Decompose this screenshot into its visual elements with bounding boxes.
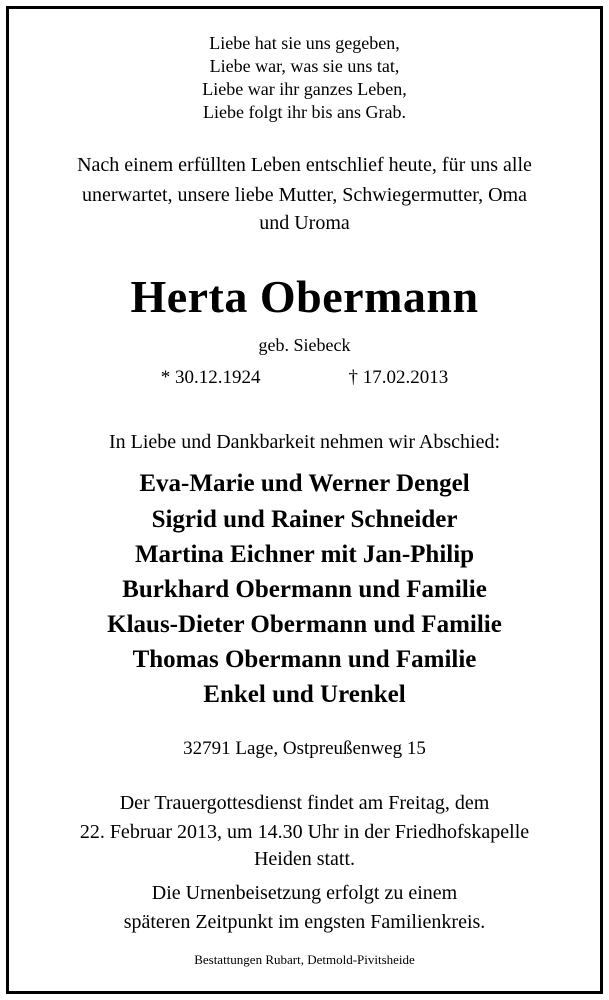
life-dates [9,367,600,389]
mourner: Klaus-Dieter Obermann und Familie [107,611,502,638]
poem-line: Liebe war ihr ganzes Leben, [202,79,407,99]
service-line: 22. Februar 2013, um 14.30 Uhr in der Friedhofskapelle [79,821,530,843]
burial-line: Die Urnenbeisetzung erfolgt zu einem [151,882,458,904]
poem-line: Liebe hat sie uns gegeben, [209,33,400,53]
mourner: Thomas Obermann und Familie [132,646,477,673]
poem-line: Liebe war, was sie uns tat, [209,56,400,76]
mourner: Sigrid und Rainer Schneider [151,506,458,533]
service-line: Der Trauergottesdienst findet am Freitag, dem [119,792,490,814]
mourner: Eva-Marie und Werner Dengel [139,470,470,497]
intro-line: unerwartet, unsere liebe Mutter, Schwiegermutter, Oma [82,184,527,206]
obituary-notice [6,6,603,994]
intro-line: Nach einem erfüllten Leben entschlief heute, für uns alle [77,154,532,176]
mourner: Martina Eichner mit Jan-Philip [134,541,475,568]
birth-date: * 30.12.1924 [160,367,261,388]
farewell-text: In Liebe und Dankbarkeit nehmen wir Abschied: [109,431,500,453]
death-date: † 17.02.2013 [348,367,449,388]
address: 32791 Lage, Ostpreußenweg 15 [183,738,426,759]
intro-line: und Uroma [259,212,350,234]
maiden-name: geb. Siebeck [258,335,351,355]
mourner: Burkhard Obermann und Familie [122,576,487,603]
mourner: Enkel und Urenkel [203,681,406,708]
service-line: Heiden statt. [253,848,356,870]
poem-line: Liebe folgt ihr bis ans Grab. [203,102,406,122]
deceased-name: Herta Obermann [130,271,479,322]
burial-line: späteren Zeitpunkt im engsten Familienkreis. [123,911,486,933]
undertaker: Bestattungen Rubart, Detmold-Pivitsheide [194,952,415,967]
